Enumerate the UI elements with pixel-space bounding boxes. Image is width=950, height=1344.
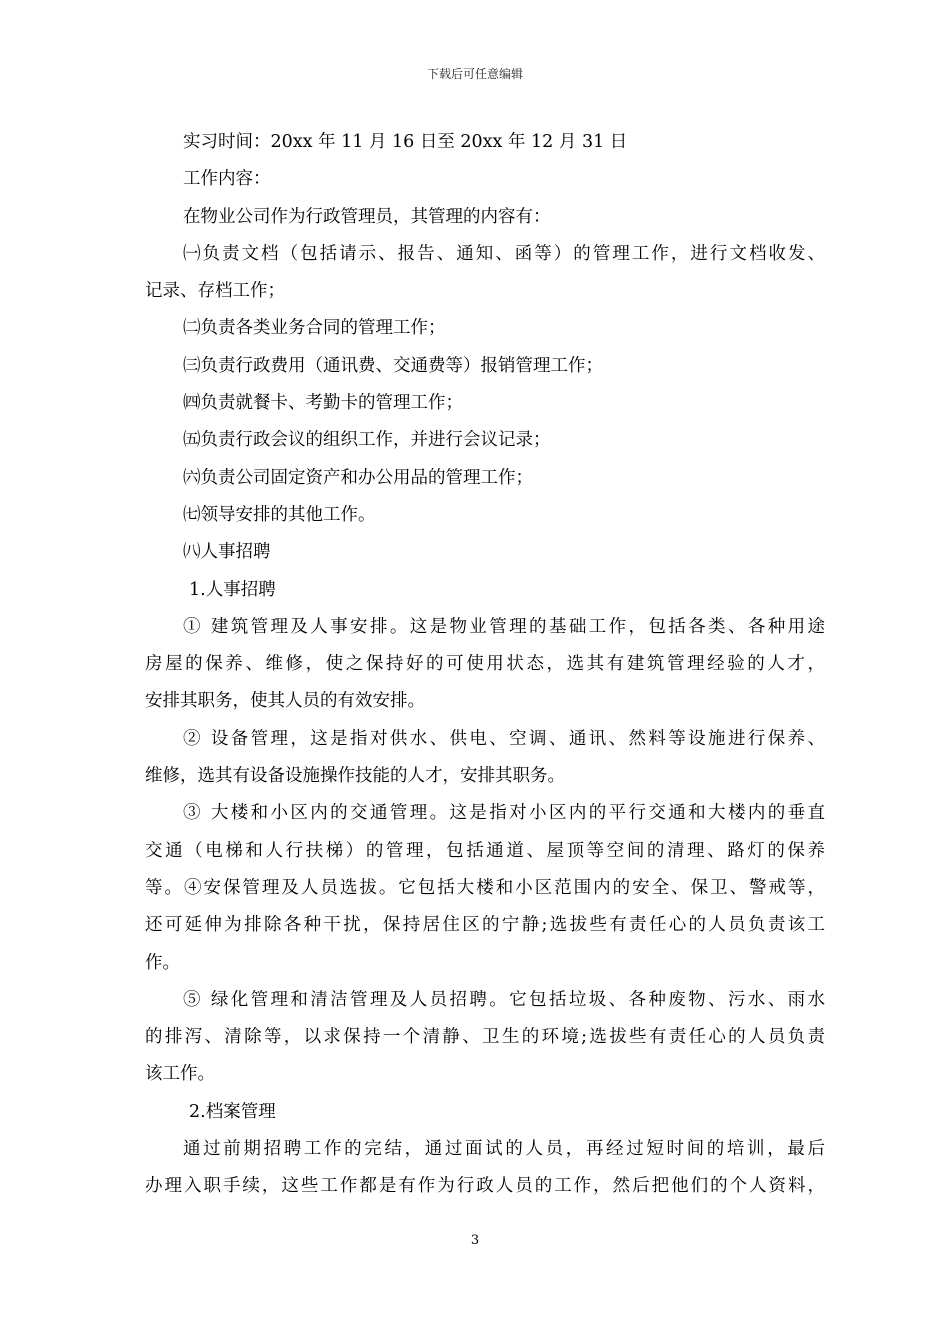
paragraph-line: 安排其职务，使其人员的有效安排。 — [145, 691, 425, 712]
paragraph-line: ⑤ 绿化管理和清洁管理及人员招聘。它包括垃圾、各种废物、污水、雨水 — [183, 989, 825, 1010]
paragraph-line: ② 设备管理，这是指对供水、供电、空调、通讯、然料等设施进行保养、 — [183, 728, 825, 749]
list-item-4: ㈣负责就餐卡、考勤卡的管理工作； — [183, 393, 463, 414]
list-item-8: ㈧人事招聘 — [183, 542, 271, 563]
paragraph-line: 该工作。 — [145, 1064, 215, 1085]
list-item-1-cont: 记录、存档工作； — [145, 281, 285, 302]
paragraph-line: 维修，选其有设备设施操作技能的人才，安排其职务。 — [145, 766, 565, 787]
page-header: 下载后可任意编辑 — [426, 67, 523, 81]
work-content-heading: 工作内容： — [183, 169, 271, 190]
document-body — [145, 124, 825, 1206]
list-item-7: ㈦领导安排的其他工作。 — [183, 504, 376, 525]
list-item-5: ㈤负责行政会议的组织工作，并进行会议记录； — [183, 430, 551, 451]
paragraph-line: 等。④安保管理及人员选拔。它包括大楼和小区范围内的安全、保卫、警戒等， — [145, 877, 825, 898]
list-item-2: ㈡负责各类业务合同的管理工作； — [183, 318, 446, 339]
list-item-6: ㈥负责公司固定资产和办公用品的管理工作； — [183, 467, 533, 488]
paragraph-line: 房屋的保养、维修，使之保持好的可使用状态，选其有建筑管理经验的人才， — [145, 654, 825, 675]
paragraph-line: 通过前期招聘工作的完结，通过面试的人员，再经过短时间的培训，最后 — [183, 1139, 825, 1160]
paragraph-line: 作。 — [145, 952, 180, 973]
internship-period: 实习时间：20xx 年 11 月 16 日至 20xx 年 12 月 31 日 — [183, 132, 628, 152]
section-heading-recruitment: 1.人事招聘 — [189, 579, 276, 600]
page-number: 3 — [470, 1233, 480, 1248]
paragraph-line: 还可延伸为排除各种干扰，保持居住区的宁静;选拔些有责任心的人员负责该工 — [145, 915, 825, 936]
paragraph-line: 的排泻、清除等，以求保持一个清静、卫生的环境;选拔些有责任心的人员负责 — [145, 1027, 825, 1048]
section-heading-archive: 2.档案管理 — [189, 1101, 276, 1122]
paragraph-line: 交通（电梯和人行扶梯）的管理，包括通道、屋顶等空间的清理、路灯的保养 — [145, 840, 825, 861]
paragraph-line: ① 建筑管理及人事安排。这是物业管理的基础工作，包括各类、各种用途 — [183, 616, 825, 637]
list-item-1: ㈠负责文档（包括请示、报告、通知、函等）的管理工作，进行文档收发、 — [183, 243, 825, 264]
paragraph-line: ③ 大楼和小区内的交通管理。这是指对小区内的平行交通和大楼内的垂直 — [183, 803, 825, 824]
paragraph-intro: 在物业公司作为行政管理员，其管理的内容有： — [183, 206, 551, 227]
list-item-3: ㈢负责行政费用（通讯费、交通费等）报销管理工作； — [183, 355, 603, 376]
paragraph-line: 办理入职手续，这些工作都是有作为行政人员的工作，然后把他们的个人资料， — [145, 1176, 825, 1197]
